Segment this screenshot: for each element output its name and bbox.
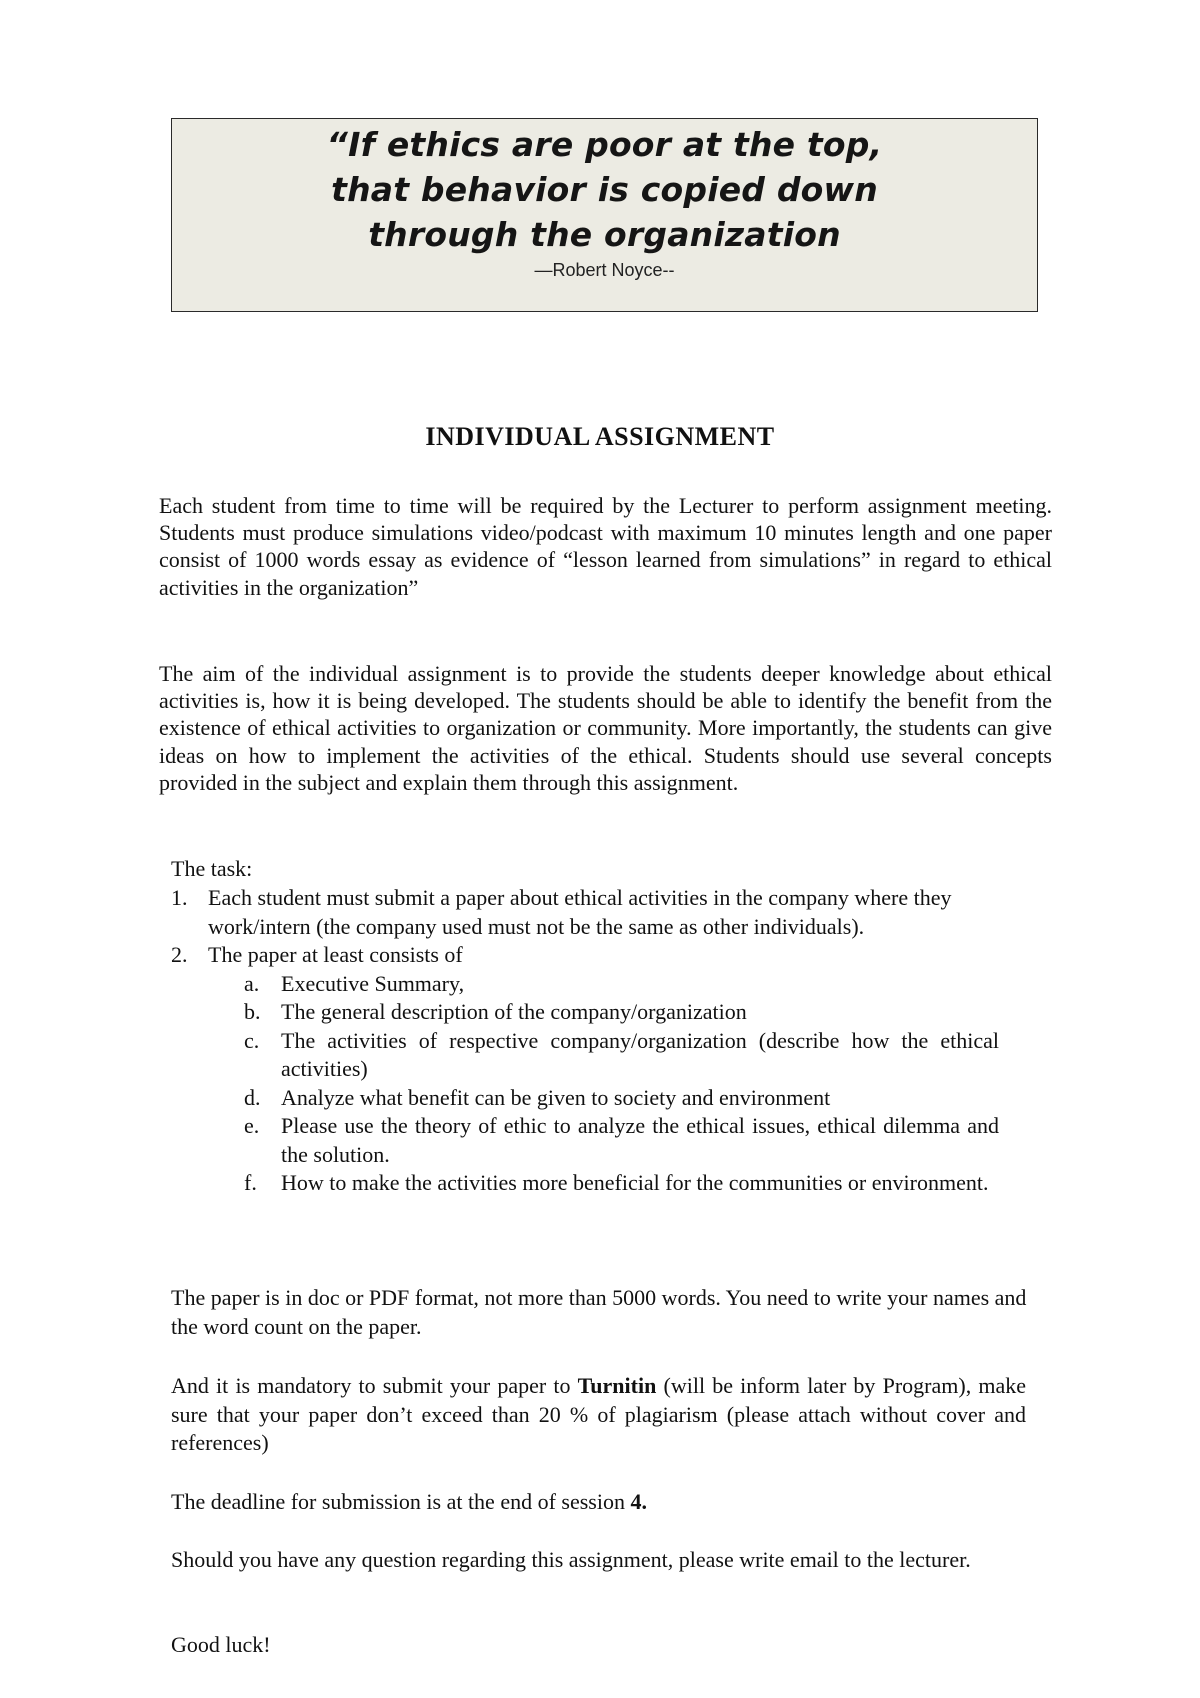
task-list <box>171 884 1031 1198</box>
sub-list-text: The activities of respective company/organization (describe how the ethical activities) <box>281 1027 999 1081</box>
deadline-session: 4. <box>630 1489 647 1514</box>
sub-list-letter: f. <box>244 1170 257 1195</box>
sub-list-letter: b. <box>244 999 261 1024</box>
quote-line: through the organization <box>368 215 841 254</box>
deadline-text: The deadline for submission is at the end of session <box>171 1489 631 1514</box>
list-item-text: Each student must submit a paper about ethical activities in the company where they work/intern (the company used must not be the same as other individuals). <box>208 885 952 939</box>
closing-text: Good luck! <box>171 1632 271 1657</box>
list-number: 2. <box>171 942 188 967</box>
sub-list-text: How to make the activities more beneficial for the communities or environment. <box>281 1170 989 1195</box>
sub-list-item <box>244 1169 999 1198</box>
sub-list-letter: d. <box>244 1084 261 1110</box>
sub-list-text: Executive Summary, <box>281 970 465 996</box>
sub-list-letter: c. <box>244 1027 260 1053</box>
quote-line: that behavior is copied down <box>331 170 878 209</box>
sub-list-item <box>244 1084 999 1113</box>
aim-paragraph: The aim of the individual assignment is to provide the students deeper knowledge about ethical activities is, how it is being developed. The students should be able to identify the benefit from the existence of ethical activities to organization or community. More importantly, the students can give ideas on how to implement the activities of the ethical. Students should use several concepts provided in the subject and explain them through this assignment. <box>159 661 1052 795</box>
turnitin-text-after: (will be inform later by Program), make sure that your paper don’t exceed than 20 % of plagiarism (please attach without cover and references) <box>171 1373 1026 1455</box>
quote-line: “If ethics are poor at the top, <box>326 125 883 164</box>
sub-list-text: The general description of the company/organization <box>281 999 747 1024</box>
quote-box <box>171 118 1038 312</box>
list-number: 1. <box>171 885 188 910</box>
sub-list-item <box>244 1027 999 1084</box>
quote-author: —Robert Noyce-- <box>534 260 675 280</box>
sub-list-text: Please use the theory of ethic to analyze the ethical issues, ethical dilemma and the solution. <box>281 1113 999 1167</box>
sub-list-text: Analyze what benefit can be given to society and environment <box>281 1084 831 1110</box>
list-item <box>171 941 1031 1198</box>
turnitin-paragraph <box>171 1372 1026 1458</box>
document-title: INDIVIDUAL ASSIGNMENT <box>425 422 775 451</box>
sub-list-item <box>244 998 999 1027</box>
sub-list-item <box>244 1112 999 1169</box>
sub-list-item <box>244 970 999 999</box>
intro-paragraph: Each student from time to time will be required by the Lecturer to perform assignment meeting. Students must produce simulations video/podcast with maximum 10 minutes length and one paper consist of 1000 words essay as evidence of “lesson learned from simulations” in regard to ethical activities in the organization” <box>159 493 1052 600</box>
paper-contents-list <box>244 970 999 1198</box>
format-paragraph: The paper is in doc or PDF format, not more than 5000 words. You need to write your names and the word count on the paper. <box>171 1285 1027 1339</box>
sub-list-letter: a. <box>244 970 260 996</box>
quote-text <box>172 119 1037 257</box>
question-paragraph: Should you have any question regarding this assignment, please write email to the lecturer. <box>171 1547 971 1572</box>
sub-list-letter: e. <box>244 1113 260 1138</box>
list-item-text: The paper at least consists of <box>208 942 463 967</box>
turnitin-name: Turnitin <box>577 1373 657 1398</box>
turnitin-text-before: And it is mandatory to submit your paper to <box>171 1373 578 1398</box>
list-item <box>171 884 1031 941</box>
task-heading: The task: <box>171 856 253 881</box>
deadline-paragraph <box>171 1488 1031 1517</box>
